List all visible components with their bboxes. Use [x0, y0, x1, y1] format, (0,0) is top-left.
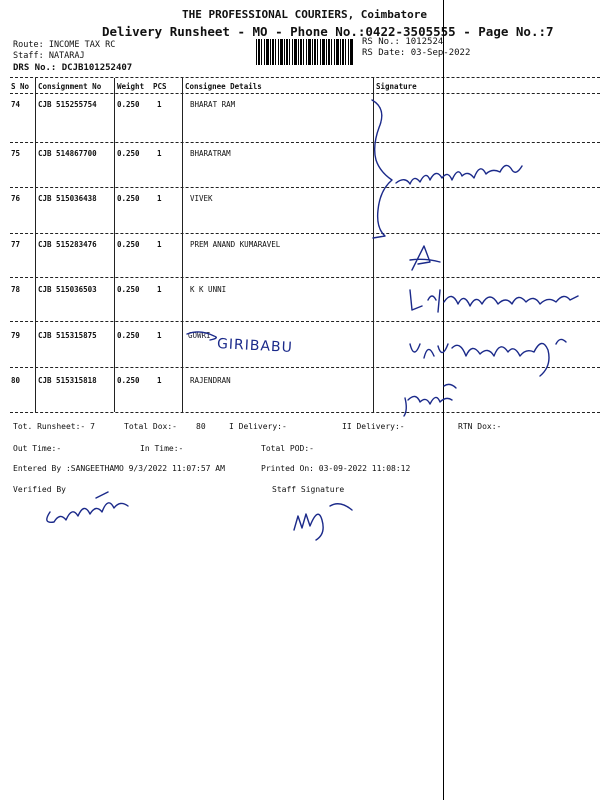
strikethrough-mark: [187, 332, 216, 340]
row-consignment: CJB 515283476: [38, 240, 97, 249]
signature-mark: [410, 246, 440, 270]
row-consignee-struck: GOWRI: [188, 331, 211, 340]
col-header-consignment: Consignment No: [38, 82, 102, 91]
row-consignment: CJB 515036438: [38, 194, 97, 203]
in-time: In Time:-: [140, 444, 184, 453]
row-sno: 80: [11, 376, 21, 385]
row-pcs: 1: [157, 285, 162, 294]
row-pcs: 1: [157, 240, 162, 249]
row-consignment: CJB 515315875: [38, 331, 97, 340]
row-pcs: 1: [157, 100, 162, 109]
signature-scribble: [410, 339, 566, 376]
row-sno: 76: [11, 194, 21, 203]
row-consignee: PREM ANAND KUMARAVEL: [190, 240, 281, 249]
total-dox-value: 80: [196, 422, 206, 431]
row-consignment: CJB 514867700: [38, 149, 97, 158]
row-weight: 0.250: [117, 194, 140, 203]
brace-signature: [372, 100, 392, 238]
row-consignee: RAJENDRAN: [190, 376, 231, 385]
total-pod: Total POD:-: [261, 444, 314, 453]
row-consignee: BHARATRAM: [190, 149, 231, 158]
rtn-dox: RTN Dox:-: [458, 422, 502, 431]
signature-mark: [404, 384, 456, 416]
handwritten-name: GIRIBABU: [216, 336, 294, 356]
row-weight: 0.250: [117, 149, 140, 158]
row-pcs: 1: [157, 376, 162, 385]
i-delivery: I Delivery:-: [229, 422, 287, 431]
rs-date: RS Date: 03-Sep-2022: [362, 48, 471, 58]
drs-number: DRS No.: DCJB101252407: [13, 63, 133, 73]
runsheet-subtitle: Delivery Runsheet - MO - Phone No.:0422-3505555 - Page No.:7: [102, 24, 554, 39]
rs-number: RS No.: 1012524: [362, 37, 444, 47]
row-consignee: VIVEK: [190, 194, 213, 203]
route-label: Route: INCOME TAX RC: [13, 40, 116, 50]
row-weight: 0.250: [117, 376, 140, 385]
col-header-sno: S No: [11, 82, 30, 91]
printed-on: Printed On: 03-09-2022 11:08:12: [261, 464, 411, 473]
row-sno: 77: [11, 240, 21, 249]
company-title: THE PROFESSIONAL COURIERS, Coimbatore: [182, 8, 428, 21]
row-sno: 75: [11, 149, 21, 158]
row-sno: 78: [11, 285, 21, 294]
row-weight: 0.250: [117, 100, 140, 109]
total-dox-label: Total Dox:-: [124, 422, 177, 431]
col-header-signature: Signature: [376, 82, 417, 91]
row-weight: 0.250: [117, 285, 140, 294]
signature-scribble: [396, 165, 522, 184]
row-consignment: CJB 515036503: [38, 285, 97, 294]
col-header-weight: Weight: [117, 82, 145, 91]
row-sno: 79: [11, 331, 21, 340]
row-sno: 74: [11, 100, 21, 109]
verified-signature: [47, 492, 128, 522]
row-pcs: 1: [157, 331, 162, 340]
tot-runsheet: Tot. Runsheet:- 7: [13, 422, 95, 431]
row-consignment: CJB 515255754: [38, 100, 97, 109]
row-consignee: K K UNNI: [190, 285, 227, 294]
out-time: Out Time:-: [13, 444, 62, 453]
col-header-pcs: PCS: [153, 82, 167, 91]
row-consignee: BHARAT RAM: [190, 100, 236, 109]
ii-delivery: II Delivery:-: [342, 422, 405, 431]
row-weight: 0.250: [117, 331, 140, 340]
row-weight: 0.250: [117, 240, 140, 249]
staff-signature-label: Staff Signature: [272, 485, 345, 494]
signature-scribble: [410, 290, 578, 312]
row-consignment: CJB 515315818: [38, 376, 97, 385]
staff-signature: [294, 504, 352, 540]
col-header-consignee: Consignee Details: [185, 82, 262, 91]
staff-label: Staff: NATARAJ: [13, 51, 85, 61]
row-pcs: 1: [157, 194, 162, 203]
entered-by: Entered By :SANGEETHAMO 9/3/2022 11:07:57 AM: [13, 464, 225, 473]
verified-by: Verified By: [13, 485, 66, 494]
row-pcs: 1: [157, 149, 162, 158]
